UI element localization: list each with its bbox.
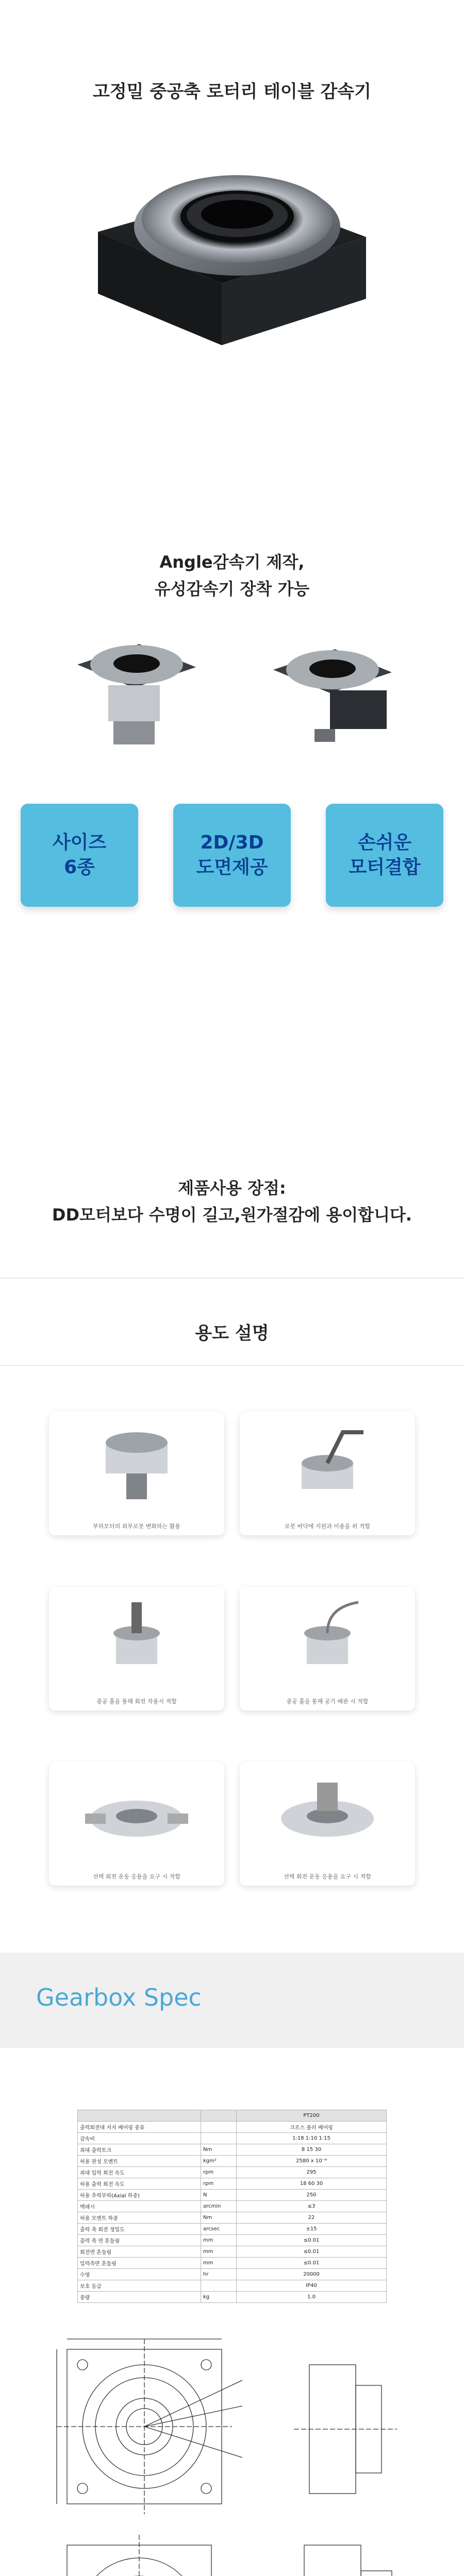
table-cell: Nm [201, 2212, 237, 2224]
usage-card [49, 1587, 224, 1710]
usage-card [240, 1587, 415, 1710]
table-cell: 20000 [237, 2269, 387, 2280]
table-cell: mm [201, 2246, 237, 2258]
table-cell: PT200 [237, 2110, 387, 2122]
table-cell [201, 2110, 237, 2122]
usage-illustration [240, 1412, 415, 1515]
table-cell: Nm [201, 2144, 237, 2156]
benefit-line1: 제품사용 장점: [178, 1178, 286, 1198]
table-row [78, 2224, 387, 2235]
table-row [78, 2167, 387, 2178]
table-cell [201, 2280, 237, 2292]
feature-tile-drawings [173, 804, 291, 907]
usage-caption: 중공 홀을 통해 공기 배관 시 적합 [286, 1698, 369, 1705]
page-title: 고정밀 중공축 로터리 테이블 감속기 [92, 81, 371, 102]
table-cell: 백래시 [78, 2201, 201, 2212]
table-cell: 최대 입력 회전 속도 [78, 2167, 201, 2178]
table-cell: 1:18 1:10 1:15 [237, 2133, 387, 2144]
usage-illustration [49, 1412, 224, 1515]
table-cell: ≤3 [237, 2201, 387, 2212]
table-row [78, 2235, 387, 2246]
table-cell: 8 15 30 [237, 2144, 387, 2156]
table-cell: 수명 [78, 2269, 201, 2280]
table-row [78, 2258, 387, 2269]
table-row [78, 2292, 387, 2303]
product-benefit [0, 1175, 464, 1228]
angle-gearbox-note [0, 549, 464, 602]
table-cell: 295 [237, 2167, 387, 2178]
table-cell: 감속비 [78, 2133, 201, 2144]
table-cell: ≤0.01 [237, 2246, 387, 2258]
table-row [78, 2122, 387, 2133]
table-row [78, 2201, 387, 2212]
usage-illustration [240, 1762, 415, 1865]
table-cell: ±15 [237, 2224, 387, 2235]
table-cell: hr [201, 2269, 237, 2280]
table-row [78, 2246, 387, 2258]
feature-label: 손쉬운 모터결합 [349, 832, 421, 878]
table-row [78, 2133, 387, 2144]
benefit-line2: DD모터보다 수명이 길고,원가절감에 용이합니다. [52, 1205, 412, 1225]
usage-card [49, 1412, 224, 1535]
gearbox-spec-table [77, 2110, 387, 2303]
table-cell [201, 2122, 237, 2133]
table-cell [201, 2133, 237, 2144]
usage-caption: 부하모터의 외부로봇 변화하는 활용 [93, 1523, 180, 1530]
usage-illustration [49, 1762, 224, 1865]
table-row [78, 2110, 387, 2122]
usage-illustration [240, 1587, 415, 1690]
table-cell: 중량 [78, 2292, 201, 2303]
table-cell: 18 60 30 [237, 2178, 387, 2190]
usage-illustration [49, 1587, 224, 1690]
table-cell: 입력측면 흔들림 [78, 2258, 201, 2269]
table-cell: 250 [237, 2190, 387, 2201]
gearbox-technical-drawing [36, 2329, 438, 2576]
table-cell: 출력 축 회전 정밀도 [78, 2224, 201, 2235]
table-cell: kgm² [201, 2156, 237, 2167]
usage-caption: 선택 회전 운동 응용을 요구 시 적합 [284, 1873, 371, 1880]
feature-tile-motor [326, 804, 443, 907]
table-cell: rpm [201, 2167, 237, 2178]
angle-note-line2: 유성감속기 장착 가능 [154, 579, 310, 599]
table-cell: 회전면 흔들림 [78, 2246, 201, 2258]
usage-caption: 로봇 바닥에 지원과 이용을 위 적합 [284, 1523, 371, 1530]
table-cell: mm [201, 2235, 237, 2246]
table-cell: 보호 등급 [78, 2280, 201, 2292]
table-cell: 크로스 롤러 베어링 [237, 2122, 387, 2133]
table-cell: 최대 출력토크 [78, 2144, 201, 2156]
table-cell: N [201, 2190, 237, 2201]
table-cell: 출력 축 면 흔들림 [78, 2235, 201, 2246]
angle-note-line1: Angle감속기 제작, [159, 552, 305, 572]
usage-caption: 선택 회전 운동 응용을 요구 시 적합 [93, 1873, 180, 1880]
table-cell: 2580 x 10⁻⁴ [237, 2156, 387, 2167]
table-row [78, 2280, 387, 2292]
rotary-table-product-image [88, 129, 376, 376]
table-cell: 허용 관성 모멘트 [78, 2156, 201, 2167]
table-cell: kg [201, 2292, 237, 2303]
feature-label: 사이즈 6종 [52, 832, 107, 878]
angle-gearbox-photo [57, 623, 211, 752]
table-cell: 허용 모멘트 하중 [78, 2212, 201, 2224]
feature-label: 2D/3D 도면제공 [196, 832, 268, 878]
gearbox-spec-title: Gearbox Spec [36, 1984, 202, 2011]
table-cell: arcmin [201, 2201, 237, 2212]
usage-card [240, 1412, 415, 1535]
table-cell: arcsec [201, 2224, 237, 2235]
table-cell: ≤0.01 [237, 2235, 387, 2246]
feature-tile-sizes [21, 804, 138, 907]
planetary-gearbox-photo [253, 623, 407, 752]
table-cell: 1.0 [237, 2292, 387, 2303]
usage-caption: 중공 홀을 통해 회전 작용시 적합 [96, 1698, 177, 1705]
usage-card [240, 1762, 415, 1886]
table-cell: 출력회전대 지지 베어링 종류 [78, 2122, 201, 2133]
table-row [78, 2144, 387, 2156]
table-row [78, 2190, 387, 2201]
feature-tiles [21, 804, 443, 907]
table-cell: 허용 출력 회전 속도 [78, 2178, 201, 2190]
table-cell: 22 [237, 2212, 387, 2224]
table-cell [78, 2110, 201, 2122]
table-cell: rpm [201, 2178, 237, 2190]
table-cell: mm [201, 2258, 237, 2269]
usage-title: 용도 설명 [195, 1323, 269, 1344]
table-row [78, 2269, 387, 2280]
table-row [78, 2212, 387, 2224]
table-row [78, 2178, 387, 2190]
table-cell: 허용 추력부하(Axial 하중) [78, 2190, 201, 2201]
table-cell: ≤0.01 [237, 2258, 387, 2269]
divider [0, 1365, 464, 1366]
table-cell: IP40 [237, 2280, 387, 2292]
table-row [78, 2156, 387, 2167]
usage-card [49, 1762, 224, 1886]
